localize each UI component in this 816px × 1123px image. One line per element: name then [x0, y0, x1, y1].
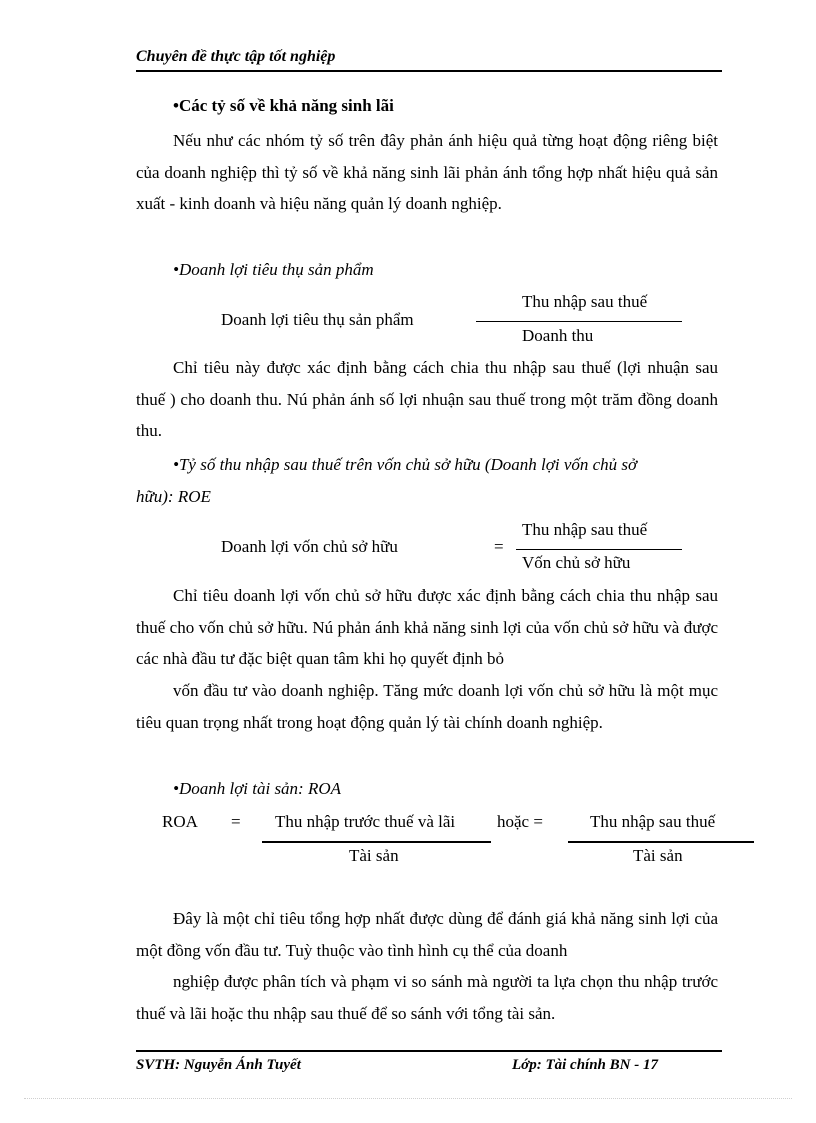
roa-numerator-1: Thu nhập trước thuế và lãi: [275, 812, 456, 831]
roa-equals-sign: =: [231, 812, 241, 831]
item2-fraction-line: [516, 549, 682, 550]
intro-paragraph: Nếu như các nhóm tỷ số trên đây phản ánh hiệu quả từng hoạt động riêng biệt của doanh nghiệp thì tỷ số về khả năng sinh lãi phản ánh tổng hợp nhất hiệu quả sản xuất - kinh doanh và hiệu năng quản lý doanh nghiệp.: [136, 131, 718, 213]
item1-numerator: Thu nhập sau thuế: [522, 292, 648, 311]
roa-fraction-line-1: [262, 841, 491, 843]
bullet-icon: •: [173, 455, 179, 474]
roa-numerator-2: Thu nhập sau thuế: [590, 812, 716, 831]
item3-description-part1: Đây là một chỉ tiêu tổng hợp nhất được dùng để đánh giá khả năng sinh lợi của một đồng vốn đầu tư. Tuỳ thuộc vào tình hình cụ thể của doanh: [136, 909, 718, 960]
item3-description-part2: nghiệp được phân tích và phạm vi so sánh mà người ta lựa chọn thu nhập trước thuế và lãi hoặc thu nhập sau thuế để so sánh với tổng tài sản.: [136, 972, 718, 1023]
item1-fraction-line: [476, 321, 682, 322]
item2-description-part2-block: vốn đầu tư vào doanh nghiệp. Tăng mức doanh lợi vốn chủ sở hữu là một mục tiêu quan trọng nhất trong hoạt động quản lý tài chính doanh nghiệp.: [136, 681, 718, 732]
footer-divider: [136, 1050, 722, 1052]
page-header-title: Chuyên đề thực tập tốt nghiệp: [136, 48, 336, 65]
footer-class-info: Lớp: Tài chính BN - 17: [512, 1057, 658, 1073]
item1-heading: [173, 260, 374, 280]
item2-formula-label: Doanh lợi vốn chủ sở hữu: [221, 537, 398, 556]
roa-denominator-1: Tài sản: [349, 846, 399, 865]
section-heading-text: Các tỷ số về khả năng sinh lãi: [178, 96, 394, 115]
bullet-icon: •: [173, 96, 179, 115]
item2-denominator: Vốn chủ sở hữu: [522, 553, 631, 572]
item1-denominator: Doanh thu: [522, 326, 594, 345]
item2-description-part1: Chỉ tiêu doanh lợi vốn chủ sở hữu được xác định bằng cách chia thu nhập sau thuế cho vốn chủ sở hữu. Nú phản ánh khả năng sinh lợi của vốn chủ sở hữu và được các nhà đầu tư đặc biệt quan tâm khi họ quyết định bỏ: [136, 586, 718, 668]
item3-title: Doanh lợi tài sản: ROA: [178, 779, 342, 798]
footer-student: SVTH: Nguyễn Ánh Tuyết: [136, 1057, 301, 1073]
item2-title-line2: hữu): ROE: [136, 487, 211, 506]
bullet-icon: •: [173, 779, 179, 798]
roa-or-equals: hoặc =: [497, 812, 543, 831]
item1-formula-label: Doanh lợi tiêu thụ sản phẩm: [221, 310, 414, 329]
item2-numerator: Thu nhập sau thuế: [522, 520, 648, 539]
roa-label: ROA: [162, 812, 198, 831]
page-bottom-dotted-line: [24, 1098, 792, 1099]
item2-title-line1: Tỷ số thu nhập sau thuế trên vốn chủ sở hữu (Doanh lợi vốn chủ sở: [178, 455, 638, 474]
section-heading: [173, 96, 394, 116]
roa-fraction-line-2: [568, 841, 754, 843]
item2-equals-sign: =: [494, 537, 504, 556]
bullet-icon: •: [173, 260, 179, 279]
item2-heading-line1: [173, 455, 637, 475]
item3-heading: [173, 779, 341, 799]
item1-description: Chỉ tiêu này được xác định bằng cách chia thu nhập sau thuế (lợi nhuận sau thuế ) cho doanh thu. Nú phản ánh số lợi nhuận sau thuế trong một trăm đồng doanh thu.: [136, 358, 718, 440]
header-divider: [136, 70, 722, 72]
item1-title: Doanh lợi tiêu thụ sản phẩm: [178, 260, 374, 279]
roa-denominator-2: Tài sản: [633, 846, 683, 865]
